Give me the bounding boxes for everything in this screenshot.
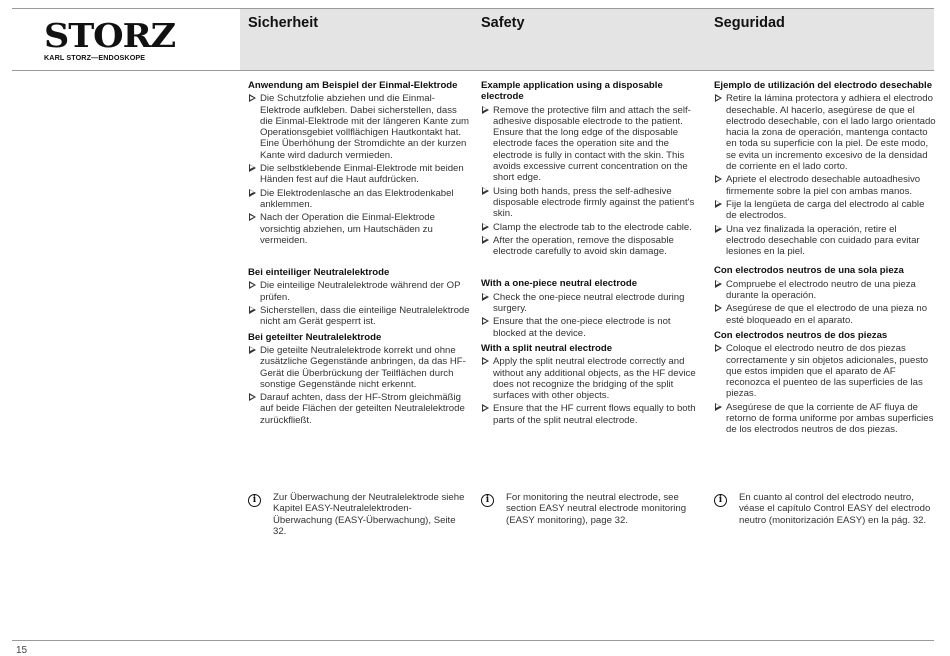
bullet-triangle-icon bbox=[715, 403, 722, 411]
list-item-text: Apply the split neutral electrode correctly and without any additional objects, as the HF device does not recognize the bridging of the split surfaces with other objects. bbox=[493, 356, 696, 402]
info-note-text: Zur Überwachung der Neutralelektrode siehe Kapitel EASY-Neutralelektroden-Überwachung (EASY-Überwachung), Seite 32. bbox=[273, 492, 465, 537]
list-item bbox=[481, 316, 703, 339]
bullet-triangle-icon bbox=[482, 404, 489, 412]
list-item bbox=[481, 105, 703, 184]
bullet-triangle-icon bbox=[482, 223, 489, 231]
list-item bbox=[714, 402, 936, 436]
bullet-triangle-icon bbox=[249, 346, 256, 354]
bullet-triangle-icon bbox=[715, 225, 722, 233]
list-item-text: Apriete el electrodo desechable autoadhesivo firmemente sobre la piel con ambas manos. bbox=[726, 174, 921, 197]
column-heading-german: Sicherheit bbox=[248, 15, 319, 31]
info-note-german bbox=[248, 492, 470, 537]
list-item-text: Using both hands, press the self-adhesive disposable electrode firmly against the patient's skin. bbox=[493, 185, 695, 220]
list-item-text: Clamp the electrode tab to the electrode cable. bbox=[493, 221, 692, 233]
bullet-triangle-icon bbox=[715, 175, 722, 183]
bullet-triangle-icon bbox=[249, 189, 256, 197]
list-item-text: Fije la lengüeta de carga del electrodo al cable de electrodos. bbox=[726, 198, 925, 222]
list-item bbox=[248, 305, 470, 328]
list-item-text: Die einteilige Neutralelektrode während der OP prüfen. bbox=[260, 280, 461, 303]
bullet-triangle-icon bbox=[249, 306, 256, 314]
bullet-triangle-icon bbox=[715, 304, 722, 312]
section-title: Example application using a disposable electrode bbox=[481, 80, 663, 103]
list-item bbox=[248, 163, 470, 186]
list-item bbox=[714, 174, 936, 197]
section-title: With a split neutral electrode bbox=[481, 342, 613, 354]
section-title: Bei geteilter Neutralelektrode bbox=[248, 331, 382, 343]
list-item-text: Check the one-piece neutral electrode during surgery. bbox=[493, 291, 685, 315]
info-icon: i bbox=[248, 494, 261, 507]
section-title: Ejemplo de utilización del electrodo desechable bbox=[714, 80, 933, 91]
bullet-triangle-icon bbox=[482, 317, 489, 325]
logo-subtitle: KARL STORZ—ENDOSKOPE bbox=[44, 53, 146, 62]
bullet-triangle-icon bbox=[715, 94, 722, 102]
list-item bbox=[481, 356, 703, 401]
bullet-triangle-icon bbox=[482, 106, 489, 114]
list-item bbox=[481, 222, 703, 233]
bullet-triangle-icon bbox=[249, 164, 256, 172]
list-item bbox=[714, 343, 936, 399]
list-item bbox=[248, 93, 470, 161]
list-item bbox=[714, 279, 936, 302]
info-note-spanish bbox=[714, 492, 936, 526]
info-note-text: For monitoring the neutral electrode, see section EASY neutral electrode monitoring (EASY monitoring), page 32. bbox=[506, 492, 687, 526]
bullet-triangle-icon bbox=[482, 357, 489, 365]
list-item-text: Die selbstklebende Einmal-Elektrode mit beiden Händen fest auf die Haut aufdrücken. bbox=[260, 163, 464, 186]
list-item-text: Asegúrese de que la corriente de AF fluya de retorno de forma uniforme por ambas superficies de los electrodos neutros de dos piezas. bbox=[726, 401, 934, 436]
list-item-text: Die geteilte Neutralelektrode korrekt und ohne zusätzliche Gegenstände anbringen, da das HF-Gerät die Überbrückung der Teilflächen durch sonstige Gegenstände nicht erkennt. bbox=[260, 344, 466, 390]
column-english bbox=[481, 80, 703, 426]
list-item-text: Die Elektrodenlasche an das Elektrodenkabel anklemmen. bbox=[260, 187, 454, 210]
info-note-text: En cuanto al control del electrodo neutro, véase el capítulo Control EASY del electrodo neutro (monitorización EASY) en la pág. 32. bbox=[739, 492, 931, 526]
list-item-text: Ensure that the one-piece electrode is not blocked at the device. bbox=[493, 316, 671, 339]
section-title: With a one-piece neutral electrode bbox=[481, 278, 638, 290]
section-title: Con electrodos neutros de dos piezas bbox=[714, 329, 888, 341]
page-number: 15 bbox=[16, 645, 28, 656]
list-item bbox=[481, 186, 703, 220]
list-item bbox=[714, 93, 936, 172]
bullet-triangle-icon bbox=[249, 281, 256, 289]
list-item-text: Compruebe el electrodo neutro de una pieza durante la operación. bbox=[726, 278, 916, 302]
list-item bbox=[481, 403, 703, 426]
list-item bbox=[248, 392, 470, 426]
bullet-triangle-icon bbox=[249, 393, 256, 401]
bullet-triangle-icon bbox=[715, 344, 722, 352]
section-title: Bei einteiliger Neutralelektrode bbox=[248, 267, 390, 279]
list-item-text: Darauf achten, dass der HF-Strom gleichmäßig auf beide Flächen der geteilten Neutralelektrode zurückfließt. bbox=[260, 392, 465, 426]
info-icon: i bbox=[714, 494, 727, 507]
bullet-triangle-icon bbox=[249, 94, 256, 102]
list-item-text: Nach der Operation die Einmal-Elektrode vorsichtig abziehen, um Hautschäden zu vermeiden. bbox=[260, 212, 435, 246]
list-item bbox=[481, 235, 703, 258]
column-heading-spanish: Seguridad bbox=[714, 15, 785, 31]
list-item-text: Retire la lámina protectora y adhiera el electrodo desechable. Al hacerlo, asegúrese de que el electrodo desechable, con el lado largo orientado hacia la zona de operación, mantenga contacto en toda su superficie con la piel. De este modo, se evita un incremento excesivo de la densidad de corriente en el lado corto. bbox=[726, 93, 936, 173]
bullet-triangle-icon bbox=[715, 280, 722, 288]
storz-logo bbox=[44, 16, 176, 62]
column-spanish bbox=[714, 80, 936, 436]
bullet-triangle-icon bbox=[715, 200, 722, 208]
bullet-triangle-icon bbox=[482, 236, 489, 244]
info-icon: i bbox=[481, 494, 494, 507]
bullet-triangle-icon bbox=[482, 293, 489, 301]
section-title: Anwendung am Beispiel der Einmal-Elektrode bbox=[248, 80, 458, 91]
header-band bbox=[240, 9, 934, 70]
list-item-text: Sicherstellen, dass die einteilige Neutralelektrode nicht am Gerät gesperrt ist. bbox=[260, 305, 470, 328]
list-item bbox=[248, 188, 470, 211]
list-item-text: Die Schutzfolie abziehen und die Einmal-Elektrode aufkleben. Dabei sicherstellen, dass die Einmal-Elektrode mit der längeren Kante zum Operationsgebiet vollflächigen Hautkontakt hat. Eine Überhöhung der Stromdichte an der kurzen Kante wird dadurch vermieden. bbox=[260, 93, 470, 161]
bullet-triangle-icon bbox=[482, 187, 489, 195]
section-title: Con electrodos neutros de una sola pieza bbox=[714, 265, 904, 277]
list-item bbox=[248, 345, 470, 390]
list-item bbox=[714, 224, 936, 258]
column-heading-english: Safety bbox=[481, 15, 525, 31]
list-item-text: Asegúrese de que el electrodo de una pieza no esté bloqueado en el aparato. bbox=[726, 303, 928, 326]
list-item-text: Una vez finalizada la operación, retire el electrodo desechable con cuidado para evitar lesiones en la piel. bbox=[726, 223, 920, 258]
list-item bbox=[248, 280, 470, 303]
list-item bbox=[714, 303, 936, 326]
list-item-text: Remove the protective film and attach the self-adhesive disposable electrode to the patient. Ensure that the long edge of the disposable electrode faces the operation site and the electrode is fully in contact with the skin. This avoids excessive current concentration on the short edge. bbox=[493, 104, 691, 184]
logo-wordmark: STORZ bbox=[44, 16, 176, 55]
bullet-triangle-icon bbox=[249, 213, 256, 221]
list-item-text: After the operation, remove the disposable electrode carefully to avoid skin damage. bbox=[493, 234, 674, 258]
list-item-text: Ensure that the HF current flows equally to both parts of the split neutral electrode. bbox=[493, 403, 696, 426]
list-item bbox=[714, 199, 936, 222]
column-german bbox=[248, 80, 470, 426]
header-rule bbox=[12, 70, 934, 71]
list-item bbox=[248, 212, 470, 246]
footer-rule bbox=[12, 640, 934, 641]
list-item bbox=[481, 292, 703, 315]
list-item-text: Coloque el electrodo neutro de dos piezas correctamente y sin objetos adicionales, puesto que estos impiden que el aparato de AF reconozca el puenteo de las superficies de las piezas. bbox=[726, 343, 929, 400]
info-note-english bbox=[481, 492, 703, 526]
